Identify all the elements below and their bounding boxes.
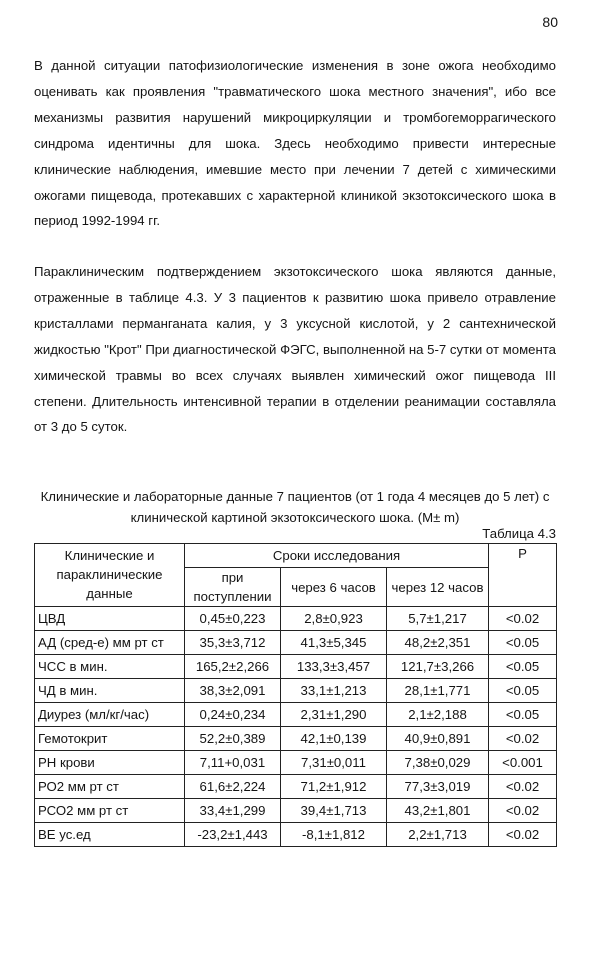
value-on-admission-cell: 0,24±0,234 [185,703,281,727]
value-on-admission-cell: 0,45±0,223 [185,607,281,631]
table-row [35,655,557,679]
parameter-cell: Диурез (мл/кг/час) [35,703,185,727]
value-on-admission-cell: 165,2±2,266 [185,655,281,679]
value-after-6-hours-cell: 39,4±1,713 [281,799,387,823]
parameter-cell: ВЕ ус.ед [35,823,185,847]
value-after-12-hours-cell: 5,7±1,217 [387,607,489,631]
value-after-12-hours-cell: 40,9±0,891 [387,727,489,751]
page-number: 80 [542,14,558,30]
p-value-cell: <0.05 [489,703,557,727]
value-after-12-hours-cell: 7,38±0,029 [387,751,489,775]
p-value-cell: <0.001 [489,751,557,775]
value-on-admission-cell: 61,6±2,224 [185,775,281,799]
value-after-6-hours-cell: 41,3±5,345 [281,631,387,655]
value-after-12-hours-cell: 77,3±3,019 [387,775,489,799]
parameter-cell: ЧСС в мин. [35,655,185,679]
value-after-6-hours-cell: 33,1±1,213 [281,679,387,703]
clinical-data-table [34,543,557,847]
p-value-cell: <0.05 [489,679,557,703]
value-after-6-hours-cell: 7,31±0,011 [281,751,387,775]
p-value-cell: <0.02 [489,775,557,799]
value-after-12-hours-cell: 2,1±2,188 [387,703,489,727]
value-after-6-hours-cell: 2,31±1,290 [281,703,387,727]
parameter-cell: РО2 мм рт ст [35,775,185,799]
p-value-cell: <0.02 [489,727,557,751]
table-row [35,727,557,751]
table-row [35,823,557,847]
parameter-cell: ЦВД [35,607,185,631]
value-on-admission-cell: 52,2±0,389 [185,727,281,751]
table-row [35,751,557,775]
paragraph-paraclinical-confirmation: Параклиническим подтверждением экзотоксического шока являются данные, отраженные в таблице 4.3. У 3 пациентов к развитию шока привело отравление кристаллами перманганата калия, у 3 уксусной кислотой, у 2 сантехнической жидкостью "Крот" При диагностической ФЭГС, выполненной на 5-7 сутки от момента химической травмы во всех случаях выявлен химический ожог пищевода III степени. Длительность интенсивной терапии в отделении реанимации составляла от 3 до 5 суток. [34,264,556,435]
parameter-cell: АД (сред-е) мм рт ст [35,631,185,655]
value-after-6-hours-cell: -8,1±1,812 [281,823,387,847]
table-body [35,607,557,847]
header-after-6-hours: через 6 часов [281,568,387,607]
value-after-12-hours-cell: 2,2±1,713 [387,823,489,847]
header-p-value: Р [489,544,557,607]
value-after-12-hours-cell: 48,2±2,351 [387,631,489,655]
table-row [35,703,557,727]
p-value-cell: <0.05 [489,655,557,679]
p-value-cell: <0.05 [489,631,557,655]
table-row [35,775,557,799]
value-after-12-hours-cell: 121,7±3,266 [387,655,489,679]
header-study-periods: Сроки исследования [185,544,489,568]
value-on-admission-cell: 7,11+0,031 [185,751,281,775]
table-number: Таблица 4.3 [482,526,556,541]
header-on-admission: при поступлении [185,568,281,607]
parameter-cell: ЧД в мин. [35,679,185,703]
table-header-row [35,544,557,568]
value-after-12-hours-cell: 28,1±1,771 [387,679,489,703]
table-caption: Клинические и лабораторные данные 7 пациентов (от 1 года 4 месяцев до 5 лет) с клинической картиной экзотоксического шока. (M± m) [40,489,550,525]
parameter-cell: PH крови [35,751,185,775]
value-after-6-hours-cell: 133,3±3,457 [281,655,387,679]
value-after-6-hours-cell: 71,2±1,912 [281,775,387,799]
value-after-12-hours-cell: 43,2±1,801 [387,799,489,823]
table-row [35,631,557,655]
value-on-admission-cell: 38,3±2,091 [185,679,281,703]
value-on-admission-cell: -23,2±1,443 [185,823,281,847]
value-on-admission-cell: 33,4±1,299 [185,799,281,823]
header-after-12-hours: через 12 часов [387,568,489,607]
p-value-cell: <0.02 [489,607,557,631]
p-value-cell: <0.02 [489,799,557,823]
value-after-6-hours-cell: 2,8±0,923 [281,607,387,631]
paragraph-shock-observations: В данной ситуации патофизиологические изменения в зоне ожога необходимо оценивать как проявления "травматического шока местного значения", ибо все механизмы развития нарушений микроциркуляции и тромбогеморрагического синдрома идентичны для шока. Здесь необходимо привести интересные клинические наблюдения, имевшие место при лечении 7 детей с химическими ожогами пищевода, протекавших с характерной клиникой экзотоксического шока в период 1992-1994 гг. [34,58,556,229]
header-parameters: Клинические и параклинические данные [35,544,185,607]
p-value-cell: <0.02 [489,823,557,847]
value-on-admission-cell: 35,3±3,712 [185,631,281,655]
value-after-6-hours-cell: 42,1±0,139 [281,727,387,751]
parameter-cell: РСО2 мм рт ст [35,799,185,823]
parameter-cell: Гемотокрит [35,727,185,751]
table-row [35,679,557,703]
table-row [35,799,557,823]
table-row [35,607,557,631]
